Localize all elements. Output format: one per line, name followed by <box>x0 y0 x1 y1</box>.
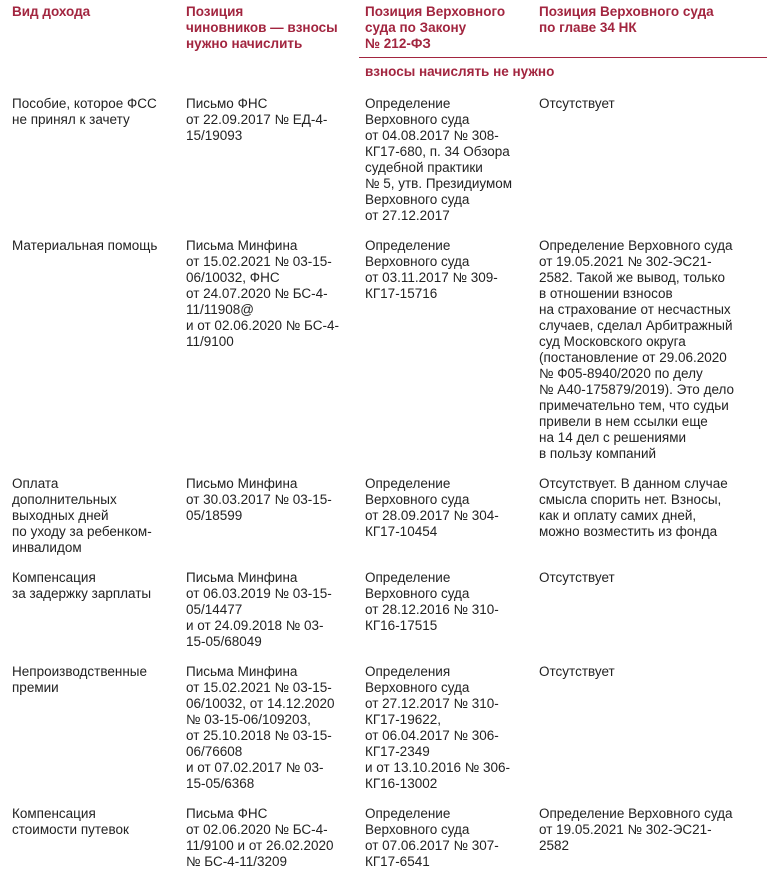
cell-law-212: Определение Верховного суда от 28.12.2016 № 310- КГ16-17515 <box>365 570 499 633</box>
cell-income: Компенсация стоимости путевок <box>12 806 129 837</box>
cell-law-212: Определения Верховного суда от 27.12.2017 № 310- КГ17-19622, от 06.04.2017 № 306- КГ17-2349 и от 13.10.2016 № 306- КГ16-13002 <box>365 664 511 791</box>
cell-income: Материальная помощь <box>12 238 158 253</box>
table-header <box>0 0 767 57</box>
cell-nk-34: Определение Верховного суда от 19.05.2021 № 302-ЭС21- 2582 <box>539 806 733 853</box>
header-supreme-court-law-212: Позиция Верховного суда по Закону № 212-ФЗ <box>365 4 506 51</box>
cell-law-212: Определение Верховного суда от 07.06.2017 № 307- КГ17-6541 <box>365 806 499 869</box>
header-income-type: Вид дохода <box>12 4 91 19</box>
cell-nk-34: Отсутствует <box>539 570 615 585</box>
cell-income: Оплата дополнительных выходных дней по уходу за ребенком- инвалидом <box>12 476 152 555</box>
header-supreme-court-nk-34: Позиция Верховного суда по главе 34 НК <box>539 4 714 35</box>
cell-law-212: Определение Верховного суда от 04.08.2017 № 308- КГ17-680, п. 34 Обзора судебной практики № 5, утв. Президиумом Верховного суда от 27.12.2017 <box>365 96 513 223</box>
cell-officials: Письмо ФНС от 22.09.2017 № ЕД-4- 15/19093 <box>186 96 328 143</box>
cell-officials: Письмо Минфина от 30.03.2017 № 03-15- 05/18599 <box>186 476 332 523</box>
subheader-divider <box>359 57 767 58</box>
cell-law-212: Определение Верховного суда от 28.09.2017 № 304- КГ17-10454 <box>365 476 499 539</box>
cell-law-212: Определение Верховного суда от 03.11.2017 № 309- КГ17-15716 <box>365 238 498 301</box>
cell-income: Компенсация за задержку зарплаты <box>12 570 152 601</box>
cell-nk-34: Отсутствует. В данном случае смысла спорить нет. Взносы, как и оплату самих дней, можно возместить из фонда <box>539 476 728 539</box>
cell-income: Пособие, которое ФСС не принял к зачету <box>12 96 157 127</box>
header-officials-position: Позиция чиновников — взносы нужно начислить <box>186 4 338 51</box>
cell-officials: Письма Минфина от 15.02.2021 № 03-15- 06/10032, ФНС от 24.07.2020 № БС-4- 11/11908@ и от 02.06.2020 № БС-4- 11/9100 <box>186 238 339 349</box>
cell-officials: Письма Минфина от 15.02.2021 № 03-15- 06/10032, от 14.12.2020 № 03-15-06/109203, от 25.10.2018 № 03-15- 06/76608 и от 07.02.2017 № 03- 15-05/6368 <box>186 664 335 791</box>
cell-officials: Письма ФНС от 02.06.2020 № БС-4- 11/9100 и от 26.02.2020 № БС-4-11/3209 <box>186 806 334 869</box>
cell-officials: Письма Минфина от 06.03.2019 № 03-15- 05/14477 и от 24.09.2018 № 03- 15-05/68049 <box>186 570 332 649</box>
cell-nk-34: Определение Верховного суда от 19.05.2021 № 302-ЭС21- 2582. Такой же вывод, только в отношении взносов на страхование от несчастных случаев, сделал Арбитражный суд Московского округа (постановление от 29.06.2020 № Ф05-8940/2020 по делу № А40-175879/2019). Это дело примечательно тем, что судьи привели в нем ссылки еще на 14 дел с решениями в пользу компаний <box>539 238 735 461</box>
cell-nk-34: Отсутствует <box>539 664 615 679</box>
cell-income: Непроизводственные премии <box>12 664 148 695</box>
subheader-no-contributions: взносы начислять не нужно <box>365 64 555 79</box>
cell-nk-34: Отсутствует <box>539 96 615 111</box>
